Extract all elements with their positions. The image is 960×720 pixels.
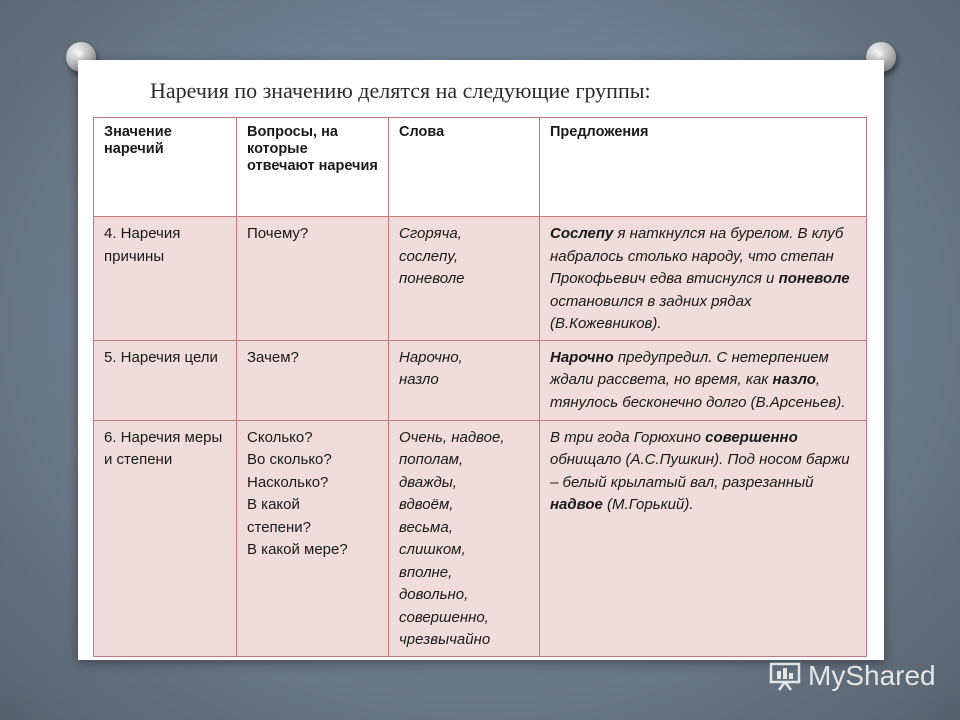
- sentence-text: (М.Горький).: [602, 496, 694, 513]
- words-cell: [389, 420, 540, 656]
- questions-cell: [237, 420, 389, 656]
- highlighted-adverb: поневоле: [778, 270, 850, 287]
- sentence-text: я наткнулся на бурелом. В клуб набралось столько народу, что степан Прокофьевич едва втиснулся и: [550, 225, 844, 287]
- sentence-text: обнищало (А.С.Пушкин). Под носом баржи – белый крылатый вал, разрезанный: [550, 451, 850, 491]
- word-text: весьма,: [399, 518, 453, 536]
- adverbs-table: [93, 117, 867, 657]
- highlighted-adverb: Нарочно: [550, 348, 614, 366]
- sentence-cell: [540, 420, 867, 656]
- word-text: довольно,: [399, 586, 469, 603]
- questions-cell: [237, 217, 389, 341]
- word-text: Нарочно,: [399, 348, 463, 366]
- sentence-text: , тянулось бесконечно долго (В.Арсеньев).: [550, 371, 846, 411]
- word-text: сослепу,: [399, 247, 459, 265]
- highlighted-adverb: надвое: [550, 496, 603, 513]
- word-text: вдвоём,: [399, 496, 454, 513]
- question-text: В какой мере?: [247, 541, 348, 558]
- question-text: Зачем?: [247, 348, 299, 366]
- table-row: [94, 217, 867, 341]
- slide-title: Наречия по значению делятся на следующие группы:: [150, 78, 651, 103]
- header-questions: Вопросы, на которые отвечают наречия: [237, 118, 389, 217]
- sentence-text: остановился в задних рядах (В.Кожевников).: [550, 292, 752, 332]
- table-row: [94, 340, 867, 420]
- meaning-cell: 4. Наречия причины: [94, 217, 237, 341]
- header-sentences: Предложения: [540, 118, 867, 217]
- question-text: степени?: [247, 518, 312, 536]
- sentence-text: В три года Горюхино: [550, 428, 706, 446]
- highlighted-adverb: совершенно: [705, 428, 798, 446]
- word-text: вполне,: [399, 563, 453, 581]
- question-text: Насколько?: [247, 473, 329, 491]
- sentence-text: предупредил. С нетерпением ждали рассвета, но время, как: [550, 348, 829, 388]
- sentence-cell: [540, 217, 867, 341]
- table-header-row: [94, 118, 867, 217]
- highlighted-adverb: назло: [772, 371, 816, 388]
- word-text: Очень, надвое,: [399, 428, 505, 446]
- words-cell: [389, 340, 540, 420]
- question-text: В какой: [247, 496, 300, 513]
- question-text: Почему?: [247, 225, 309, 242]
- word-text: дважды,: [399, 473, 457, 491]
- watermark: [768, 656, 936, 696]
- presentation-icon: [768, 661, 802, 691]
- highlighted-adverb: Сослепу: [550, 225, 614, 242]
- word-text: совершенно,: [399, 608, 489, 626]
- word-text: пополам,: [399, 451, 464, 468]
- questions-cell: [237, 340, 389, 420]
- word-text: Сгоряча,: [399, 225, 462, 242]
- words-cell: [389, 217, 540, 341]
- meaning-cell: 6. Наречия меры и степени: [94, 420, 237, 656]
- word-text: назло: [399, 371, 439, 388]
- header-meaning: Значение наречий: [94, 118, 237, 217]
- word-text: чрезвычайно: [399, 631, 491, 648]
- sentence-cell: [540, 340, 867, 420]
- word-text: слишком,: [399, 541, 466, 558]
- watermark-text: MyShared: [808, 660, 936, 691]
- table-row: [94, 420, 867, 656]
- question-text: Во сколько?: [247, 451, 332, 468]
- question-text: Сколько?: [247, 428, 313, 446]
- meaning-cell: 5. Наречия цели: [94, 340, 237, 420]
- word-text: поневоле: [399, 270, 465, 287]
- header-words: Слова: [389, 118, 540, 217]
